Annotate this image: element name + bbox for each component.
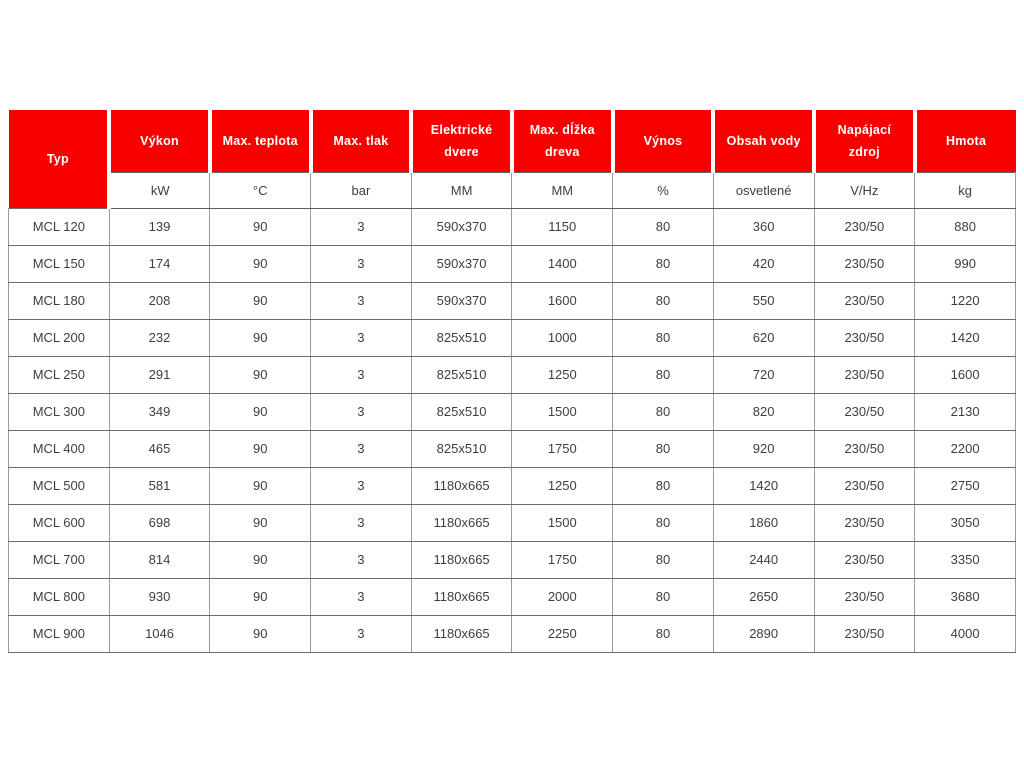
value-cell: 90 bbox=[210, 430, 311, 467]
value-cell: 230/50 bbox=[814, 504, 915, 541]
table-row bbox=[9, 541, 1016, 578]
column-header-obsah-vody: Obsah vody bbox=[713, 110, 814, 172]
unit-cell: kg bbox=[915, 172, 1016, 208]
value-cell: 230/50 bbox=[814, 578, 915, 615]
value-cell: 230/50 bbox=[814, 245, 915, 282]
value-cell: 90 bbox=[210, 245, 311, 282]
value-cell: 80 bbox=[613, 393, 714, 430]
value-cell: 1420 bbox=[713, 467, 814, 504]
value-cell: 1600 bbox=[915, 356, 1016, 393]
value-cell: 825x510 bbox=[411, 356, 512, 393]
row-type-cell: MCL 300 bbox=[9, 393, 110, 430]
value-cell: 80 bbox=[613, 282, 714, 319]
header-row bbox=[9, 110, 1016, 172]
value-cell: 2000 bbox=[512, 578, 613, 615]
row-type-cell: MCL 120 bbox=[9, 208, 110, 245]
value-cell: 1000 bbox=[512, 319, 613, 356]
value-cell: 3 bbox=[311, 245, 412, 282]
value-cell: 1500 bbox=[512, 504, 613, 541]
value-cell: 230/50 bbox=[814, 356, 915, 393]
table-row bbox=[9, 208, 1016, 245]
value-cell: 2440 bbox=[713, 541, 814, 578]
value-cell: 1750 bbox=[512, 541, 613, 578]
value-cell: 3 bbox=[311, 504, 412, 541]
value-cell: 3 bbox=[311, 578, 412, 615]
unit-cell: MM bbox=[512, 172, 613, 208]
column-header-hmota: Hmota bbox=[915, 110, 1016, 172]
value-cell: 3 bbox=[311, 393, 412, 430]
unit-cell: % bbox=[613, 172, 714, 208]
value-cell: 4000 bbox=[915, 615, 1016, 652]
value-cell: 1500 bbox=[512, 393, 613, 430]
value-cell: 550 bbox=[713, 282, 814, 319]
value-cell: 2890 bbox=[713, 615, 814, 652]
value-cell: 1750 bbox=[512, 430, 613, 467]
table-row bbox=[9, 467, 1016, 504]
value-cell: 360 bbox=[713, 208, 814, 245]
value-cell: 80 bbox=[613, 319, 714, 356]
column-header-vykon: Výkon bbox=[109, 110, 210, 172]
value-cell: 1860 bbox=[713, 504, 814, 541]
value-cell: 2250 bbox=[512, 615, 613, 652]
table-row bbox=[9, 245, 1016, 282]
unit-cell: bar bbox=[311, 172, 412, 208]
table-row bbox=[9, 430, 1016, 467]
value-cell: 230/50 bbox=[814, 319, 915, 356]
value-cell: 590x370 bbox=[411, 208, 512, 245]
value-cell: 90 bbox=[210, 356, 311, 393]
value-cell: 2650 bbox=[713, 578, 814, 615]
value-cell: 620 bbox=[713, 319, 814, 356]
value-cell: 208 bbox=[109, 282, 210, 319]
unit-cell: °C bbox=[210, 172, 311, 208]
unit-cell: osvetlené bbox=[713, 172, 814, 208]
row-type-cell: MCL 200 bbox=[9, 319, 110, 356]
value-cell: 3 bbox=[311, 541, 412, 578]
value-cell: 80 bbox=[613, 208, 714, 245]
row-type-cell: MCL 800 bbox=[9, 578, 110, 615]
value-cell: 814 bbox=[109, 541, 210, 578]
column-header-napajaci-zdroj: Napájací zdroj bbox=[814, 110, 915, 172]
value-cell: 3 bbox=[311, 208, 412, 245]
value-cell: 90 bbox=[210, 615, 311, 652]
value-cell: 720 bbox=[713, 356, 814, 393]
column-header-elektricke-dvere: Elektrické dvere bbox=[411, 110, 512, 172]
value-cell: 2750 bbox=[915, 467, 1016, 504]
value-cell: 880 bbox=[915, 208, 1016, 245]
unit-cell: V/Hz bbox=[814, 172, 915, 208]
table-row bbox=[9, 356, 1016, 393]
value-cell: 590x370 bbox=[411, 282, 512, 319]
value-cell: 80 bbox=[613, 430, 714, 467]
row-type-cell: MCL 700 bbox=[9, 541, 110, 578]
value-cell: 174 bbox=[109, 245, 210, 282]
value-cell: 90 bbox=[210, 282, 311, 319]
table-body bbox=[9, 208, 1016, 652]
column-header-typ: Typ bbox=[9, 110, 110, 208]
value-cell: 930 bbox=[109, 578, 210, 615]
value-cell: 465 bbox=[109, 430, 210, 467]
value-cell: 3 bbox=[311, 319, 412, 356]
value-cell: 80 bbox=[613, 356, 714, 393]
value-cell: 1400 bbox=[512, 245, 613, 282]
value-cell: 80 bbox=[613, 541, 714, 578]
column-header-max-teplota: Max. teplota bbox=[210, 110, 311, 172]
value-cell: 1600 bbox=[512, 282, 613, 319]
table-row bbox=[9, 282, 1016, 319]
table-row bbox=[9, 615, 1016, 652]
value-cell: 920 bbox=[713, 430, 814, 467]
value-cell: 80 bbox=[613, 504, 714, 541]
value-cell: 3350 bbox=[915, 541, 1016, 578]
value-cell: 1180x665 bbox=[411, 615, 512, 652]
value-cell: 825x510 bbox=[411, 319, 512, 356]
column-header-vynos: Výnos bbox=[613, 110, 714, 172]
row-type-cell: MCL 900 bbox=[9, 615, 110, 652]
value-cell: 90 bbox=[210, 541, 311, 578]
value-cell: 1250 bbox=[512, 467, 613, 504]
table-row bbox=[9, 578, 1016, 615]
value-cell: 1220 bbox=[915, 282, 1016, 319]
value-cell: 80 bbox=[613, 578, 714, 615]
row-type-cell: MCL 150 bbox=[9, 245, 110, 282]
value-cell: 3 bbox=[311, 430, 412, 467]
table-row bbox=[9, 504, 1016, 541]
value-cell: 90 bbox=[210, 504, 311, 541]
value-cell: 90 bbox=[210, 208, 311, 245]
value-cell: 3680 bbox=[915, 578, 1016, 615]
units-row bbox=[9, 172, 1016, 208]
value-cell: 291 bbox=[109, 356, 210, 393]
value-cell: 3050 bbox=[915, 504, 1016, 541]
value-cell: 1180x665 bbox=[411, 467, 512, 504]
value-cell: 230/50 bbox=[814, 467, 915, 504]
value-cell: 90 bbox=[210, 319, 311, 356]
value-cell: 230/50 bbox=[814, 541, 915, 578]
value-cell: 1250 bbox=[512, 356, 613, 393]
row-type-cell: MCL 600 bbox=[9, 504, 110, 541]
row-type-cell: MCL 400 bbox=[9, 430, 110, 467]
column-header-max-dlzka-dreva: Max. dĺžka dreva bbox=[512, 110, 613, 172]
value-cell: 990 bbox=[915, 245, 1016, 282]
value-cell: 230/50 bbox=[814, 615, 915, 652]
value-cell: 820 bbox=[713, 393, 814, 430]
value-cell: 2200 bbox=[915, 430, 1016, 467]
value-cell: 581 bbox=[109, 467, 210, 504]
table-row bbox=[9, 319, 1016, 356]
spec-table bbox=[8, 110, 1016, 653]
value-cell: 3 bbox=[311, 356, 412, 393]
table-row bbox=[9, 393, 1016, 430]
row-type-cell: MCL 250 bbox=[9, 356, 110, 393]
value-cell: 1150 bbox=[512, 208, 613, 245]
value-cell: 825x510 bbox=[411, 393, 512, 430]
value-cell: 230/50 bbox=[814, 393, 915, 430]
value-cell: 1180x665 bbox=[411, 504, 512, 541]
value-cell: 90 bbox=[210, 578, 311, 615]
unit-cell: kW bbox=[109, 172, 210, 208]
value-cell: 825x510 bbox=[411, 430, 512, 467]
unit-cell: MM bbox=[411, 172, 512, 208]
value-cell: 1180x665 bbox=[411, 541, 512, 578]
value-cell: 139 bbox=[109, 208, 210, 245]
value-cell: 1046 bbox=[109, 615, 210, 652]
value-cell: 3 bbox=[311, 615, 412, 652]
column-header-max-tlak: Max. tlak bbox=[311, 110, 412, 172]
value-cell: 1180x665 bbox=[411, 578, 512, 615]
value-cell: 230/50 bbox=[814, 208, 915, 245]
value-cell: 90 bbox=[210, 467, 311, 504]
row-type-cell: MCL 180 bbox=[9, 282, 110, 319]
value-cell: 2130 bbox=[915, 393, 1016, 430]
row-type-cell: MCL 500 bbox=[9, 467, 110, 504]
value-cell: 1420 bbox=[915, 319, 1016, 356]
value-cell: 349 bbox=[109, 393, 210, 430]
value-cell: 3 bbox=[311, 467, 412, 504]
value-cell: 80 bbox=[613, 467, 714, 504]
value-cell: 590x370 bbox=[411, 245, 512, 282]
value-cell: 232 bbox=[109, 319, 210, 356]
value-cell: 80 bbox=[613, 245, 714, 282]
value-cell: 90 bbox=[210, 393, 311, 430]
value-cell: 420 bbox=[713, 245, 814, 282]
value-cell: 698 bbox=[109, 504, 210, 541]
value-cell: 230/50 bbox=[814, 430, 915, 467]
value-cell: 3 bbox=[311, 282, 412, 319]
value-cell: 230/50 bbox=[814, 282, 915, 319]
value-cell: 80 bbox=[613, 615, 714, 652]
